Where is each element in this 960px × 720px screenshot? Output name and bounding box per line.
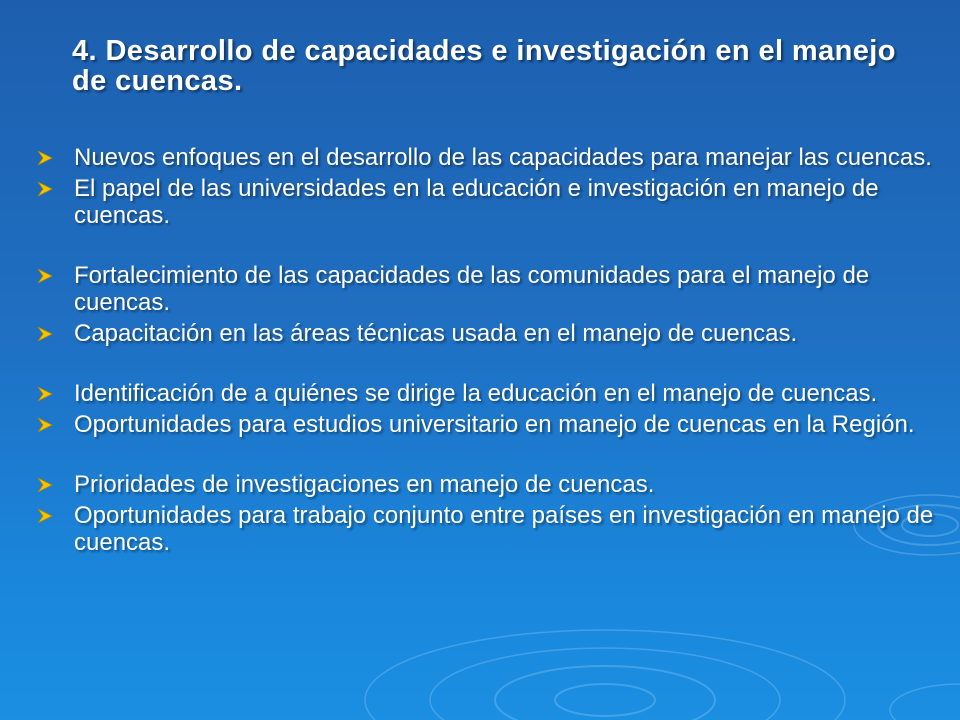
arrow-bullet-icon	[36, 326, 54, 342]
arrow-bullet-icon	[36, 386, 54, 402]
bullet-item	[36, 175, 936, 229]
bullet-text: Prioridades de investigaciones en manejo de cuencas.	[74, 471, 655, 498]
slide-title: 4. Desarrollo de capacidades e investigación en el manejo de cuencas.	[72, 35, 896, 97]
bullet-item	[36, 144, 936, 171]
bullet-item	[36, 411, 936, 438]
bullet-item	[36, 262, 936, 316]
bullet-text: Oportunidades para estudios universitario en manejo de cuencas en la Región.	[74, 411, 915, 438]
bullet-item	[36, 380, 936, 407]
bullet-item	[36, 320, 936, 347]
bullet-text: Fortalecimiento de las capacidades de las comunidades para el manejo de cuencas.	[74, 262, 870, 316]
bullet-text: Oportunidades para trabajo conjunto entre países en investigación en manejo de cuencas.	[74, 502, 934, 556]
arrow-bullet-icon	[36, 508, 54, 524]
arrow-bullet-icon	[36, 268, 54, 284]
arrow-bullet-icon	[36, 477, 54, 493]
arrow-bullet-icon	[36, 181, 54, 197]
bullet-item	[36, 471, 936, 498]
bullet-text: Nuevos enfoques en el desarrollo de las capacidades para manejar las cuencas.	[74, 144, 932, 171]
bullet-item	[36, 502, 936, 556]
arrow-bullet-icon	[36, 417, 54, 433]
arrow-bullet-icon	[36, 150, 54, 166]
bullet-list	[36, 144, 936, 556]
bullet-text: El papel de las universidades en la educación e investigación en manejo de cuencas.	[74, 175, 879, 229]
bullet-text: Identificación de a quiénes se dirige la educación en el manejo de cuencas.	[74, 380, 878, 407]
bullet-text: Capacitación en las áreas técnicas usada en el manejo de cuencas.	[74, 320, 798, 347]
